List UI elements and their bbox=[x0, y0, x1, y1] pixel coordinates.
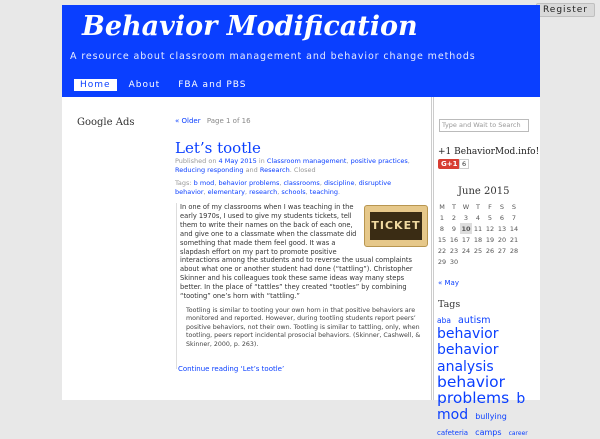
category-link[interactable]: Reducing responding bbox=[175, 166, 244, 175]
tag-cloud-link[interactable]: behavior problems bbox=[437, 373, 510, 407]
calendar-day: 6 bbox=[499, 213, 505, 222]
calendar-day: 12 bbox=[485, 224, 495, 233]
calendar-day: 28 bbox=[509, 246, 519, 255]
site-tagline: A resource about classroom management and behavior change methods bbox=[70, 51, 476, 62]
calendar-week bbox=[436, 212, 520, 223]
calendar-day: 9 bbox=[451, 224, 457, 233]
tag-link[interactable]: b mod bbox=[193, 179, 215, 187]
category-link[interactable]: Research bbox=[259, 166, 290, 175]
google-plus-button[interactable]: G+1 bbox=[438, 159, 460, 169]
calendar-day: 14 bbox=[509, 224, 519, 233]
calendar-day: 30 bbox=[449, 257, 459, 266]
meta-in: in bbox=[258, 157, 265, 165]
tag-cloud-link[interactable]: cafeteria bbox=[437, 429, 469, 438]
calendar-week bbox=[436, 245, 520, 256]
calendar-day: 7 bbox=[511, 213, 517, 222]
ticket-image-text: TICKET bbox=[371, 218, 421, 232]
calendar-day: 15 bbox=[437, 235, 447, 244]
calendar-weekday: M bbox=[439, 202, 445, 211]
meta-and: and bbox=[245, 166, 258, 175]
left-sidebar bbox=[62, 97, 158, 400]
calendar-day bbox=[496, 256, 508, 267]
main-nav bbox=[74, 79, 259, 91]
calendar-day: 1 bbox=[439, 213, 445, 222]
calendar-day: 20 bbox=[497, 235, 507, 244]
calendar-day: 19 bbox=[485, 235, 495, 244]
calendar-week bbox=[436, 234, 520, 245]
search-input[interactable]: Type and Wait to Search bbox=[439, 119, 529, 132]
calendar-title: June 2015 bbox=[458, 186, 510, 197]
calendar-day: 17 bbox=[461, 235, 471, 244]
tag-link[interactable]: disruptive behavior bbox=[175, 179, 392, 197]
calendar-weekday: S bbox=[511, 202, 517, 211]
site-header bbox=[62, 5, 540, 97]
post-date-link[interactable]: 4 May 2015 bbox=[218, 157, 257, 165]
tags-heading: Tags bbox=[438, 299, 461, 310]
nav-item-about[interactable]: About bbox=[128, 80, 161, 90]
tag-cloud-link[interactable]: career bbox=[508, 430, 528, 438]
category-link[interactable]: positive practices bbox=[350, 157, 408, 165]
tag-cloud-link[interactable]: behavior bbox=[437, 326, 499, 343]
tag-cloud-link[interactable]: camps bbox=[475, 428, 502, 438]
calendar-day bbox=[484, 256, 496, 267]
tag-cloud bbox=[437, 310, 531, 438]
tag-cloud-link[interactable]: behavior analysis bbox=[437, 342, 499, 375]
calendar-day bbox=[508, 256, 520, 267]
calendar-day: 11 bbox=[473, 224, 483, 233]
calendar-day: 27 bbox=[497, 246, 507, 255]
tag-link[interactable]: classrooms bbox=[283, 179, 320, 187]
ticket-image-inner bbox=[370, 212, 422, 240]
post-body bbox=[176, 203, 428, 369]
tag-link[interactable]: research bbox=[249, 188, 278, 197]
older-link[interactable]: « Older bbox=[175, 117, 201, 125]
calendar-weekday: T bbox=[452, 202, 456, 211]
calendar-weekday: W bbox=[462, 202, 470, 211]
google-plus-count: 6 bbox=[459, 159, 469, 169]
page-indicator: Page 1 of 16 bbox=[206, 117, 251, 125]
tag-cloud-link[interactable]: aba bbox=[437, 316, 451, 325]
calendar-day: 8 bbox=[439, 224, 445, 233]
category-link[interactable]: Classroom management bbox=[266, 157, 347, 165]
tags-label: Tags: bbox=[175, 179, 192, 187]
google-ads-heading: Google Ads bbox=[77, 117, 135, 128]
tag-link[interactable]: discipline bbox=[323, 179, 355, 187]
calendar-day: 25 bbox=[473, 246, 483, 255]
post-meta: Published on 4 May 2015 in Classroom management, positive practices, Reducing responding and Research. Closed bbox=[175, 157, 410, 175]
calendar-weekday: S bbox=[499, 202, 505, 211]
calendar-day: 26 bbox=[485, 246, 495, 255]
right-sidebar bbox=[431, 97, 540, 438]
tag-link[interactable]: behavior problems bbox=[218, 179, 280, 187]
continue-reading-link[interactable]: Continue reading ‘Let’s tootle’ bbox=[178, 365, 285, 373]
calendar-day bbox=[472, 256, 484, 267]
calendar-day: 5 bbox=[487, 213, 493, 222]
calendar bbox=[436, 201, 520, 267]
tag-link[interactable]: schools bbox=[281, 188, 306, 197]
register-button[interactable]: Register bbox=[536, 3, 595, 17]
calendar-day-today: 10 bbox=[461, 224, 471, 233]
comments-closed: Closed bbox=[293, 166, 316, 175]
post-title[interactable]: Let’s tootle bbox=[175, 139, 261, 157]
calendar-prev-month-link[interactable]: « May bbox=[438, 279, 459, 287]
post-paragraph: In one of my classrooms when I was teaching in the early 1970s, I used to give my students tickets, tell them to write their names on the back of each one, and give one to a classmate when the classmate did something that made them feel good. It was a slapdash effort on my part to promote positive interactions among the students and to reverse the usual complaints about what one or another student had done (“tattling”). Christopher Skinner and his colleagues took these same ideas way many steps better. In the place of “tattles” they created “tootles” by combining “tooting” one’s horn with “tattling.” bbox=[180, 203, 413, 301]
site-title[interactable]: Behavior Modification bbox=[82, 11, 418, 42]
pager bbox=[175, 117, 251, 125]
ticket-image bbox=[364, 205, 428, 247]
calendar-day: 22 bbox=[437, 246, 447, 255]
page-container bbox=[62, 5, 540, 438]
nav-item-home[interactable]: Home bbox=[74, 79, 117, 91]
calendar-day bbox=[460, 256, 472, 267]
calendar-day: 24 bbox=[461, 246, 471, 255]
plusone-heading: +1 BehaviorMod.info! bbox=[438, 147, 540, 157]
calendar-weekday: F bbox=[488, 202, 492, 211]
calendar-day: 3 bbox=[463, 213, 469, 222]
calendar-day: 2 bbox=[451, 213, 457, 222]
calendar-day: 4 bbox=[475, 213, 481, 222]
nav-item-fba-pbs[interactable]: FBA and PBS bbox=[178, 80, 247, 90]
calendar-day: 29 bbox=[437, 257, 447, 266]
calendar-day: 21 bbox=[509, 235, 519, 244]
meta-prefix: Published on bbox=[175, 157, 217, 165]
tag-cloud-link[interactable]: autism bbox=[458, 315, 491, 326]
main-content bbox=[174, 97, 424, 400]
tag-link[interactable]: elementary bbox=[207, 188, 245, 197]
calendar-day: 18 bbox=[473, 235, 483, 244]
tag-link[interactable]: teaching bbox=[309, 188, 339, 197]
tag-cloud-link[interactable]: b mod bbox=[437, 390, 526, 424]
post-tags: Tags: b mod, behavior problems, classrooms, discipline, disruptive behavior, elementary, research, schools, teaching. bbox=[175, 179, 392, 197]
tag-cloud-link[interactable]: bullying bbox=[475, 412, 507, 422]
calendar-day: 13 bbox=[497, 224, 507, 233]
calendar-header-row bbox=[436, 201, 520, 212]
post-quote: Tootling is similar to tooting your own horn in that positive behaviors are monitored and reported. However, during tootling students report peers’ positive behaviors, not their own. Tootling is similar to tattling, only, when tootling, peers report incidental prosocial behaviors. (Skinner, Cashwell, & Skinner, 2000, p. 263). bbox=[186, 306, 421, 348]
calendar-weekday: T bbox=[476, 202, 480, 211]
calendar-week bbox=[436, 256, 520, 267]
calendar-day: 16 bbox=[449, 235, 459, 244]
calendar-day: 23 bbox=[449, 246, 459, 255]
calendar-week bbox=[436, 223, 520, 234]
